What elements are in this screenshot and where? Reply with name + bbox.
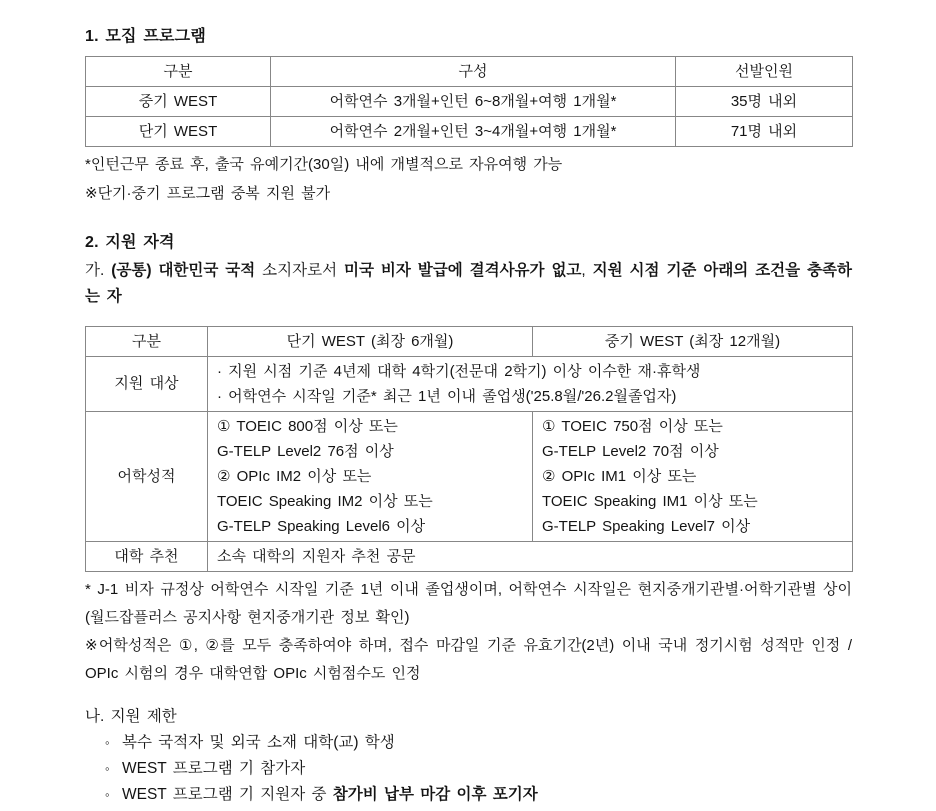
section2-title: 2. 지원 자격 xyxy=(85,234,175,251)
paragraph-regular: 소지자로서 xyxy=(255,262,344,279)
program-quota-cell: 35명 내외 xyxy=(676,87,853,117)
paragraph-bold-nationality: (공통) 대한민국 국적 xyxy=(111,262,256,279)
restriction-item-past-participant xyxy=(85,756,852,782)
language-requirement-line: TOEIC Speaking IM1 이상 또는 xyxy=(542,492,758,510)
table-row-language xyxy=(86,411,853,541)
language-requirement-line: ① TOEIC 750점 이상 또는 xyxy=(542,417,723,435)
restriction-item-dual-nationality xyxy=(85,730,852,756)
language-mid-west-cell xyxy=(533,411,853,541)
language-requirement-line: G-TELP Speaking Level6 이상 xyxy=(217,517,426,535)
program-table-header-row xyxy=(86,57,853,87)
program-composition-cell: 어학연수 3개월+인턴 6~8개월+여행 1개월* xyxy=(271,87,676,117)
restriction-item-text xyxy=(122,782,538,808)
language-score-footnote: ※어학성적은 ①, ②를 모두 충족하여야 하며, 접수 마감일 기준 유효기간(2년) 이내 국내 정기시험 성적만 인정 / OPIc 시험의 경우 대학연합 OPIc 시험점수도 인정 xyxy=(85,636,852,682)
circle-bullet-icon: ◦ xyxy=(105,786,110,802)
language-requirement-line: G-TELP Speaking Level7 이상 xyxy=(542,517,751,535)
program-name-cell: 단기 WEST xyxy=(86,117,271,147)
program-composition-cell: 어학연수 2개월+인턴 3~4개월+여행 1개월* xyxy=(271,117,676,147)
language-requirement-line: ② OPIc IM2 이상 또는 xyxy=(217,467,372,485)
eligibility-table-header-row xyxy=(86,326,853,356)
target-line-graduate: · 어학연수 시작일 기준* 최근 1년 이내 졸업생('25.8월/'26.2월졸업자) xyxy=(217,387,677,405)
eligibility-header-mid-west: 중기 WEST (최장 12개월) xyxy=(533,326,853,356)
eligibility-table xyxy=(85,326,853,572)
section1-title: 1. 모집 프로그램 xyxy=(85,28,206,45)
circle-bullet-icon: ◦ xyxy=(105,760,110,776)
paragraph-prefix: 가. xyxy=(85,262,112,279)
restriction-item-prefix: WEST 프로그램 기 지원자 중 xyxy=(122,785,333,803)
target-content-cell xyxy=(208,356,853,411)
visa-footnote: * J-1 비자 규정상 어학연수 시작일 기준 1년 이내 졸업생이며, 어학연수 시작일은 현지중개기관별·어학기관별 상이(월드잡플러스 공지사항 현지중개기관 정보 확인) xyxy=(85,580,852,626)
language-label-cell: 어학성적 xyxy=(86,411,208,541)
program-table-header-composition: 구성 xyxy=(271,57,676,87)
table-row xyxy=(86,87,853,117)
eligibility-header-category: 구분 xyxy=(86,326,208,356)
program-name-cell: 중기 WEST xyxy=(86,87,271,117)
restriction-item-text: 복수 국적자 및 외국 소재 대학(교) 학생 xyxy=(122,733,395,751)
paragraph-bold-visa: 미국 비자 발급에 결격사유가 없고 xyxy=(344,262,582,279)
restriction-item-withdrawn-applicant xyxy=(85,782,852,808)
language-requirement-line: ① TOEIC 800점 이상 또는 xyxy=(217,417,398,435)
program-table-header-quota: 선발인원 xyxy=(676,57,853,87)
document-content xyxy=(85,26,852,808)
language-requirement-line: G-TELP Level2 70점 이상 xyxy=(542,442,719,460)
restriction-title: 나. 지원 제한 xyxy=(85,707,177,725)
program-footnote-duplicate: ※단기·중기 프로그램 중복 지원 불가 xyxy=(85,185,331,202)
eligibility-header-short-west: 단기 WEST (최장 6개월) xyxy=(208,326,533,356)
recommendation-content-cell: 소속 대학의 지원자 추천 공문 xyxy=(208,541,853,571)
restriction-item-bold: 참가비 납부 마감 이후 포기자 xyxy=(332,785,538,803)
program-table xyxy=(85,56,853,147)
table-row xyxy=(86,117,853,147)
restriction-item-text: WEST 프로그램 기 참가자 xyxy=(122,759,306,777)
paragraph-regular: , xyxy=(581,262,593,279)
language-requirement-line: ② OPIc IM1 이상 또는 xyxy=(542,467,697,485)
circle-bullet-icon: ◦ xyxy=(105,734,110,750)
recommendation-label-cell: 대학 추천 xyxy=(86,541,208,571)
language-requirement-line: TOEIC Speaking IM2 이상 또는 xyxy=(217,492,433,510)
program-table-header-category: 구분 xyxy=(86,57,271,87)
program-footnote-travel: *인턴근무 종료 후, 출국 유예기간(30일) 내에 개별적으로 자유여행 가능 xyxy=(85,156,563,173)
language-requirement-line: G-TELP Level2 76점 이상 xyxy=(217,442,394,460)
language-short-west-cell xyxy=(208,411,533,541)
paragraph-bold-conditions: 지원 시점 기준 아래의 조건을 충족하는 자 xyxy=(85,262,852,305)
target-label-cell: 지원 대상 xyxy=(86,356,208,411)
program-quota-cell: 71명 내외 xyxy=(676,117,853,147)
table-row-recommendation xyxy=(86,541,853,571)
target-line-enrolled: · 지원 시점 기준 4년제 대학 4학기(전문대 2학기) 이상 이수한 재·휴학생 xyxy=(217,362,701,380)
table-row-target xyxy=(86,356,853,411)
eligibility-common-paragraph xyxy=(85,258,852,310)
